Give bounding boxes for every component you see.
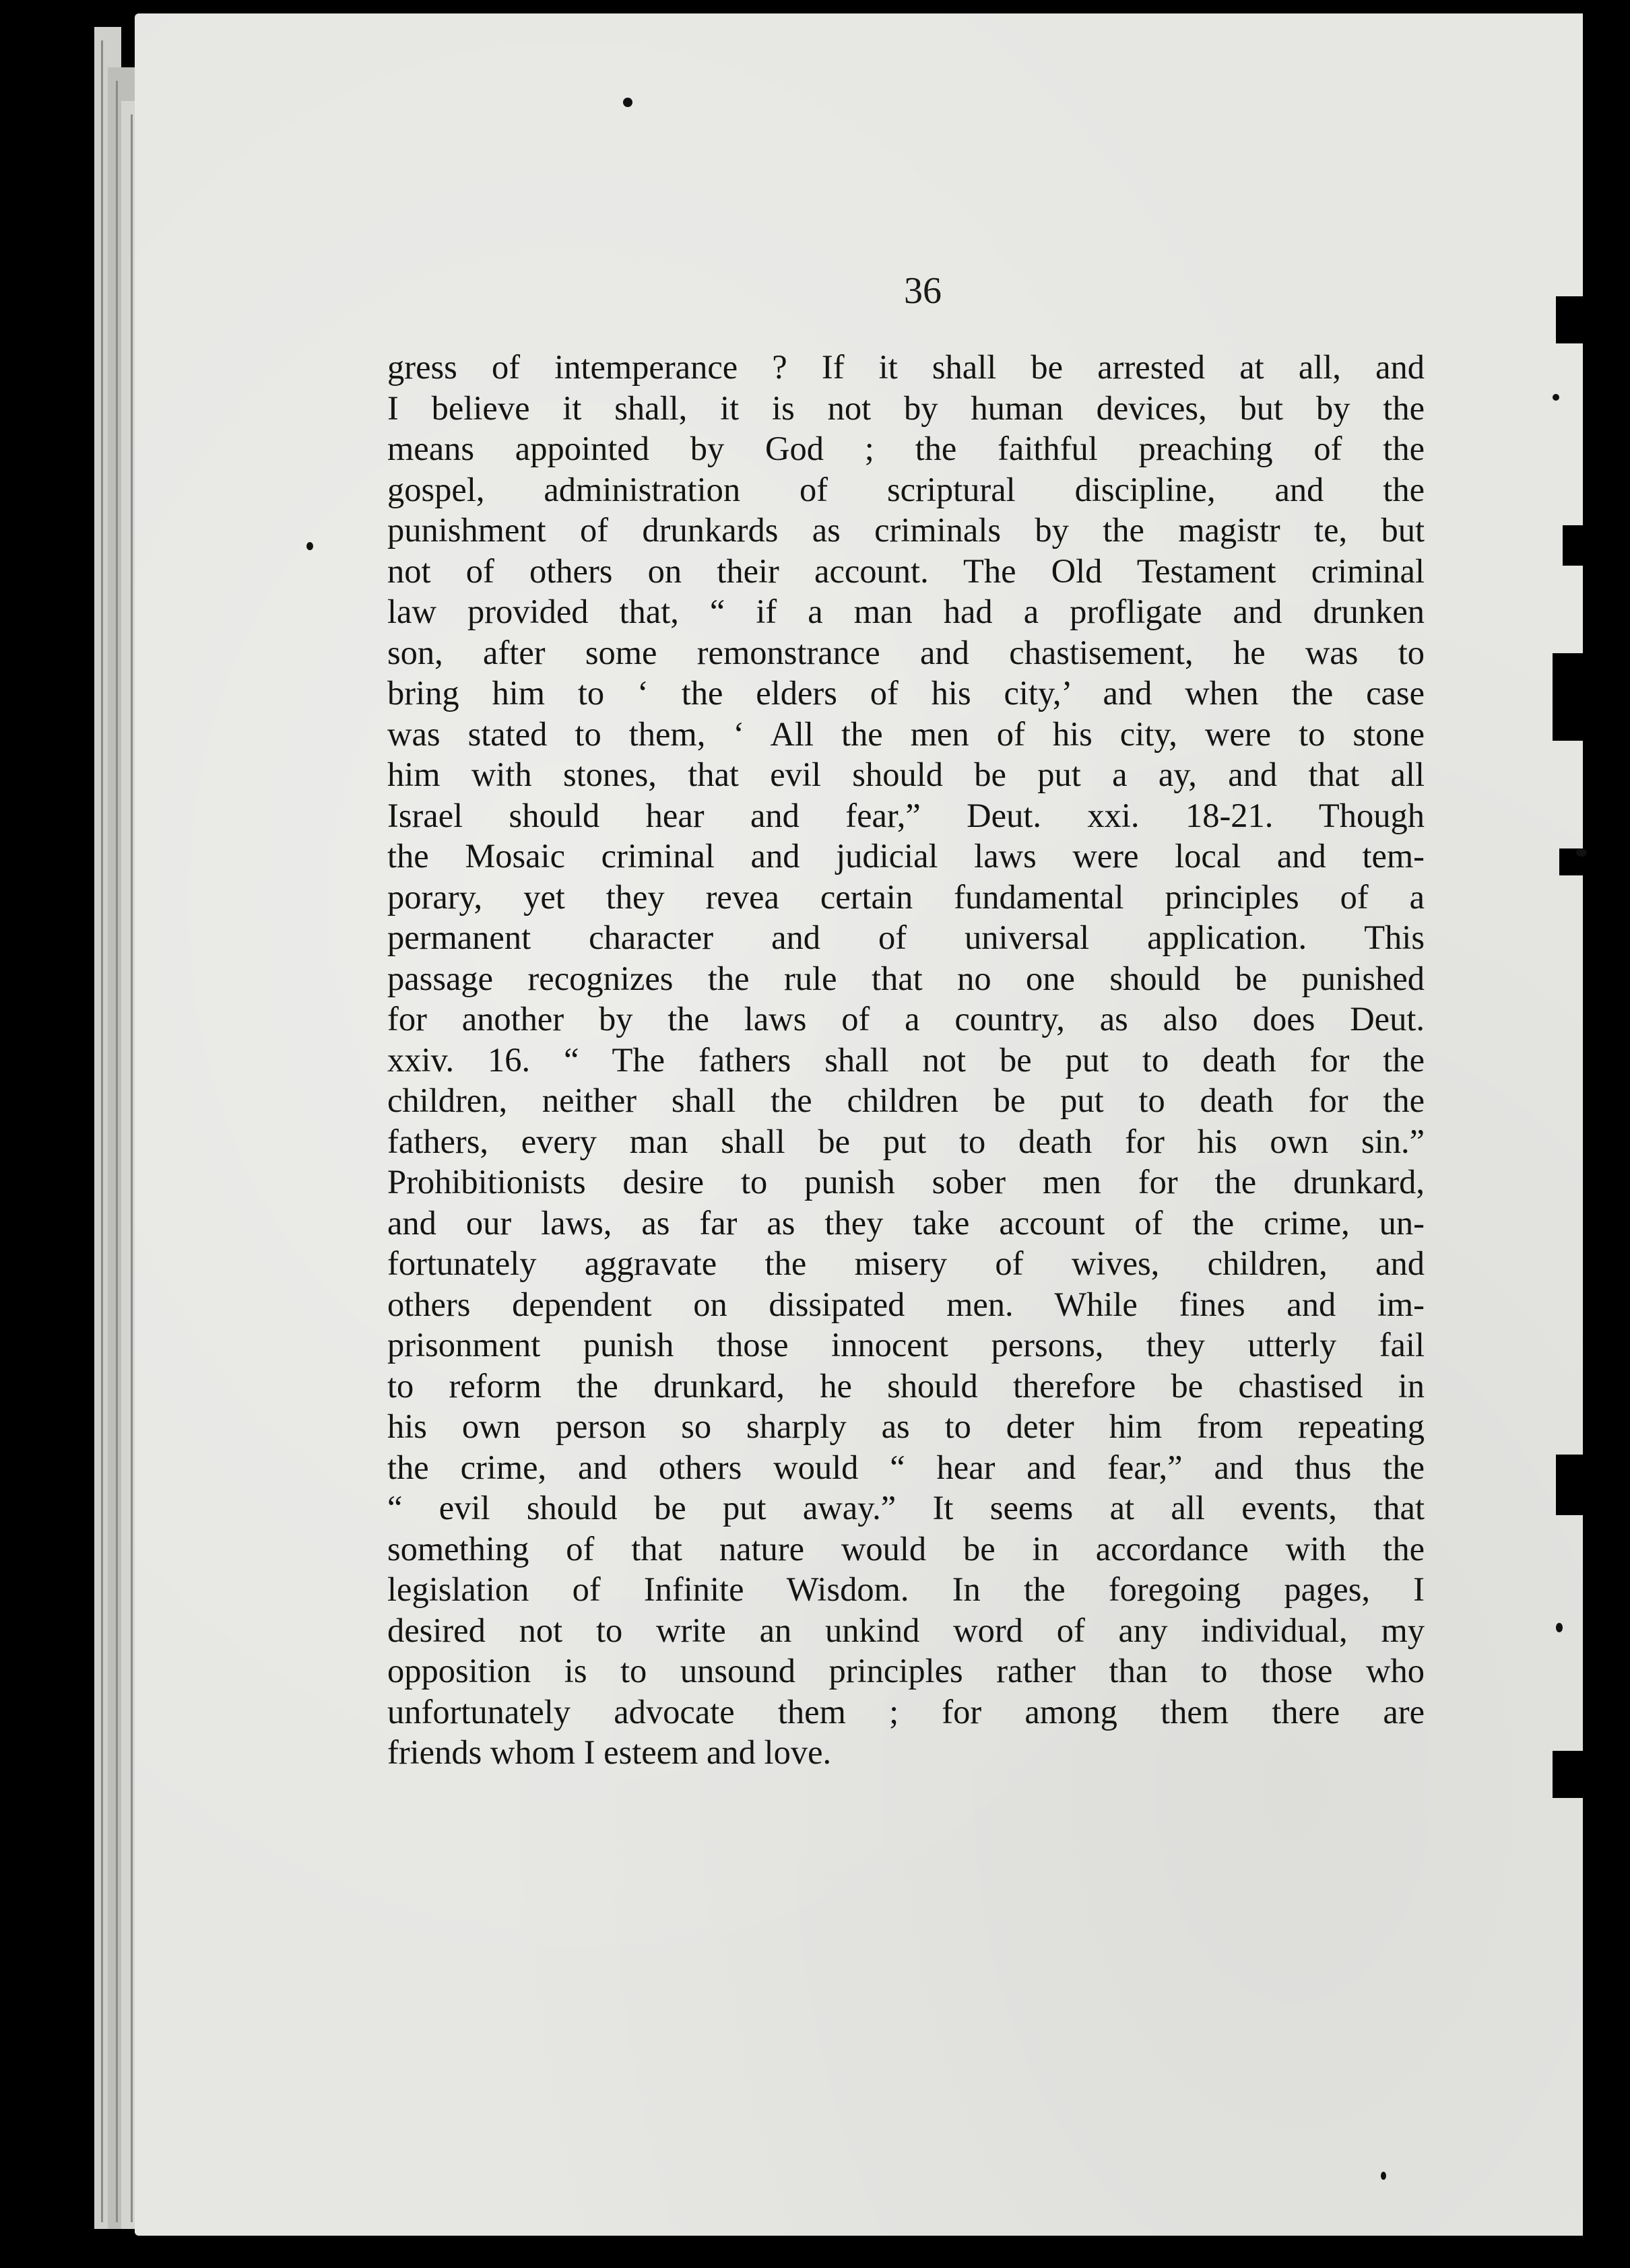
text-line: xxiv. 16. “ The fathers shall not be put to death for the: [387, 1040, 1425, 1079]
text-line: fortunately aggravate the misery of wives, children, and: [387, 1244, 1425, 1282]
ink-speck: [1556, 1623, 1563, 1632]
ink-speck: [1381, 2172, 1386, 2180]
torn-edge: [1553, 1751, 1583, 1798]
text-line: his own person so sharply as to deter him from repeating: [387, 1407, 1425, 1445]
text-line: porary, yet they revea certain fundamental principles of a: [387, 877, 1425, 916]
text-line: law provided that, “ if a man had a profligate and drunken: [387, 593, 1425, 630]
torn-edge: [1563, 525, 1583, 566]
torn-edge: [1556, 296, 1583, 343]
text-line: punishment of drunkards as criminals by the magistr te, but: [387, 511, 1425, 549]
ink-speck: [623, 98, 632, 107]
text-line: desired not to write an unkind word of any individual, my: [387, 1611, 1425, 1649]
text-line: prisonment punish those innocent persons, they utterly fail: [387, 1326, 1425, 1364]
text-line: children, neither shall the children be put to death for the: [387, 1081, 1425, 1119]
ink-speck: [306, 542, 313, 550]
text-line: Israel should hear and fear,” Deut. xxi. 18-21. Though: [387, 796, 1425, 834]
text-line: unfortunately advocate them ; for among them there are: [387, 1692, 1425, 1731]
text-line: permanent character and of universal application. This: [387, 919, 1425, 956]
text-line: not of others on their account. The Old Testament criminal: [387, 552, 1425, 590]
text-line: son, after some remonstrance and chastisement, he was to: [387, 633, 1425, 671]
ink-speck: [1553, 394, 1559, 401]
text-line: friends whom I esteem and love.: [387, 1733, 832, 1771]
page-edge-line: [116, 81, 118, 2222]
body-text: [387, 347, 1425, 1773]
text-line: and our laws, as far as they take account of the crime, un-: [387, 1203, 1425, 1242]
text-line: opposition is to unsound principles rather than to those who: [387, 1652, 1425, 1690]
text-line: means appointed by God ; the faithful preaching of the: [387, 430, 1425, 467]
text-line: was stated to them, ‘ All the men of his city, were to stone: [387, 714, 1425, 753]
text-line: the Mosaic criminal and judicial laws were local and tem-: [387, 837, 1425, 875]
text-line: passage recognizes the rule that no one should be punished: [387, 959, 1425, 997]
text-line: gospel, administration of scriptural discipline, and the: [387, 470, 1425, 508]
text-line: I believe it shall, it is not by human devices, but by the: [387, 389, 1425, 427]
text-line: to reform the drunkard, he should therefore be chastised in: [387, 1366, 1425, 1405]
text-line: him with stones, that evil should be put a ay, and that all: [387, 756, 1425, 793]
text-line: the crime, and others would “ hear and fear,” and thus the: [387, 1448, 1425, 1486]
text-line: fathers, every man shall be put to death for his own sin.”: [387, 1122, 1425, 1160]
text-line: for another by the laws of a country, as also does Deut.: [387, 1000, 1425, 1038]
text-line: gress of intemperance ? If it shall be arrested at all, and: [387, 348, 1425, 386]
text-line: “ evil should be put away.” It seems at all events, that: [387, 1489, 1425, 1527]
text-line: something of that nature would be in accordance with the: [387, 1529, 1425, 1568]
torn-edge: [1556, 1455, 1583, 1515]
ink-speck: [1576, 848, 1587, 857]
text-line: bring him to ‘ the elders of his city,’ and when the case: [387, 674, 1425, 712]
page-edge-line: [131, 114, 133, 2222]
page-edge-line: [101, 40, 103, 2222]
text-line: Prohibitionists desire to punish sober men for the drunkard,: [387, 1163, 1425, 1201]
text-line: legislation of Infinite Wisdom. In the foregoing pages, I: [387, 1570, 1425, 1608]
page-number: 36: [904, 270, 942, 312]
text-line: others dependent on dissipated men. While fines and im-: [387, 1285, 1425, 1323]
torn-edge: [1553, 653, 1583, 741]
